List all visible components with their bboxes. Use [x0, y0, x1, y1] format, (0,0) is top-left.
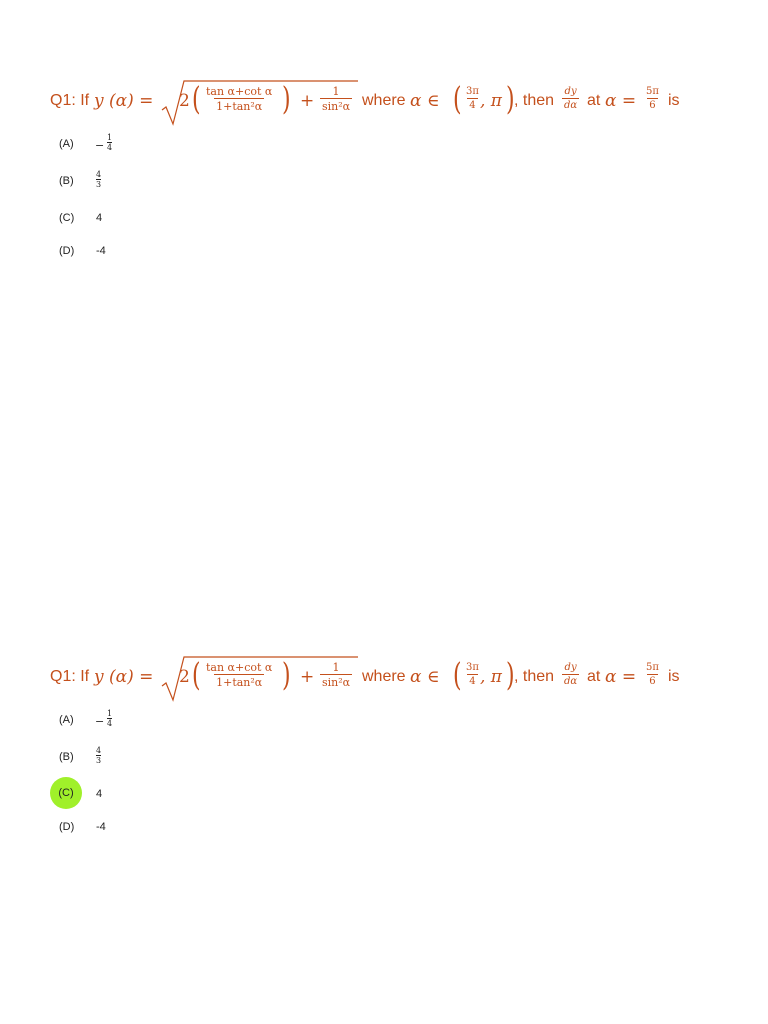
fraction-denominator: sin²α [322, 100, 351, 113]
option-letter: (D) [59, 821, 75, 833]
fraction-numerator: 3π [466, 86, 479, 97]
fraction-one-over-sin [320, 662, 352, 688]
option-c-selected[interactable] [50, 786, 350, 816]
y-alpha-expr: y (α) = [94, 91, 154, 111]
fraction-denominator: sin²α [322, 676, 351, 689]
option-fraction [96, 171, 101, 189]
right-paren: ) [282, 658, 291, 695]
option-a[interactable] [50, 133, 350, 166]
fraction-numerator: 1 [107, 133, 113, 142]
question-prefix: Q1: If [50, 668, 90, 685]
fraction-numerator: 5π [646, 86, 659, 97]
option-value: − [95, 139, 105, 152]
option-value: -4 [96, 245, 106, 257]
option-letter: (B) [59, 751, 74, 763]
then-text: , then [514, 668, 555, 685]
fraction-denominator: 6 [649, 100, 656, 111]
option-d[interactable] [50, 819, 350, 849]
fraction-denominator: 1+tan²α [216, 100, 263, 113]
option-letter: (B) [59, 175, 74, 187]
at-text: at [587, 668, 601, 685]
option-letter: (C) [59, 212, 75, 224]
option-fraction [107, 134, 112, 152]
option-value: -4 [96, 821, 106, 833]
option-c[interactable] [50, 210, 350, 240]
fraction-denominator: 4 [107, 719, 113, 728]
fraction-denominator: 3 [96, 180, 102, 189]
interval-left-paren: ( [453, 658, 462, 695]
fraction-denominator: 6 [649, 676, 656, 687]
fraction-denominator: 4 [469, 100, 476, 111]
question-prefix: Q1: If [50, 92, 90, 109]
interval-right-paren: ) [506, 658, 515, 695]
interval-end: , π [480, 667, 502, 687]
fraction-denominator: 4 [107, 143, 113, 152]
fraction-5pi-6 [644, 87, 661, 111]
fraction-numerator: 4 [96, 170, 102, 179]
where-text: where [362, 668, 406, 685]
fraction-denominator: 1+tan²α [216, 676, 263, 689]
fraction-numerator: 1 [332, 661, 340, 674]
coefficient-two: 2 [179, 91, 190, 111]
fraction-numerator: 1 [107, 709, 113, 718]
option-d[interactable] [50, 243, 350, 273]
fraction-denominator: 4 [469, 676, 476, 687]
is-text: is [668, 92, 680, 109]
alpha-eq-expr: α = [605, 667, 637, 687]
fraction-5pi-6 [644, 663, 661, 687]
fraction-tan-cot [204, 662, 274, 688]
interval-right-paren: ) [506, 82, 515, 119]
fraction-denominator: dα [564, 100, 578, 111]
fraction-numerator: 4 [96, 746, 102, 755]
fraction-one-over-sin [320, 86, 352, 112]
interval-left-paren: ( [453, 82, 462, 119]
option-fraction [107, 710, 112, 728]
fraction-3pi-4 [464, 663, 481, 687]
option-value: 4 [96, 212, 103, 224]
fraction-tan-cot [204, 86, 274, 112]
interval-end: , π [480, 91, 502, 111]
option-a[interactable] [50, 709, 350, 742]
selected-answer-highlight: (C) [50, 777, 82, 809]
option-letter: (A) [59, 714, 74, 726]
left-paren: ( [192, 82, 201, 119]
fraction-numerator: dy [564, 662, 577, 673]
plus-sign: + [300, 91, 315, 111]
option-b[interactable] [50, 170, 350, 203]
then-text: , then [514, 92, 555, 109]
fraction-derivative [562, 87, 579, 111]
coefficient-two: 2 [179, 667, 190, 687]
question-text [50, 654, 750, 704]
alpha-in-expr: α ∈ [410, 667, 440, 687]
fraction-numerator: tan α+cot α [206, 85, 273, 98]
y-alpha-expr: y (α) = [94, 667, 154, 687]
right-paren: ) [282, 82, 291, 119]
where-text: where [362, 92, 406, 109]
alpha-in-expr: α ∈ [410, 91, 440, 111]
at-text: at [587, 92, 601, 109]
option-fraction [96, 747, 101, 765]
option-letter: (D) [59, 245, 75, 257]
fraction-numerator: 5π [646, 662, 659, 673]
fraction-derivative [562, 663, 579, 687]
is-text: is [668, 668, 680, 685]
option-letter: (A) [59, 138, 74, 150]
question-text [50, 78, 750, 128]
fraction-denominator: 3 [96, 756, 102, 765]
left-paren: ( [192, 658, 201, 695]
plus-sign: + [300, 667, 315, 687]
fraction-numerator: tan α+cot α [206, 661, 273, 674]
fraction-numerator: dy [564, 86, 577, 97]
alpha-eq-expr: α = [605, 91, 637, 111]
option-b[interactable] [50, 746, 350, 779]
fraction-numerator: 1 [332, 85, 340, 98]
fraction-numerator: 3π [466, 662, 479, 673]
fraction-denominator: dα [564, 676, 578, 687]
option-value: 4 [96, 788, 103, 800]
option-value: − [95, 715, 105, 728]
fraction-3pi-4 [464, 87, 481, 111]
